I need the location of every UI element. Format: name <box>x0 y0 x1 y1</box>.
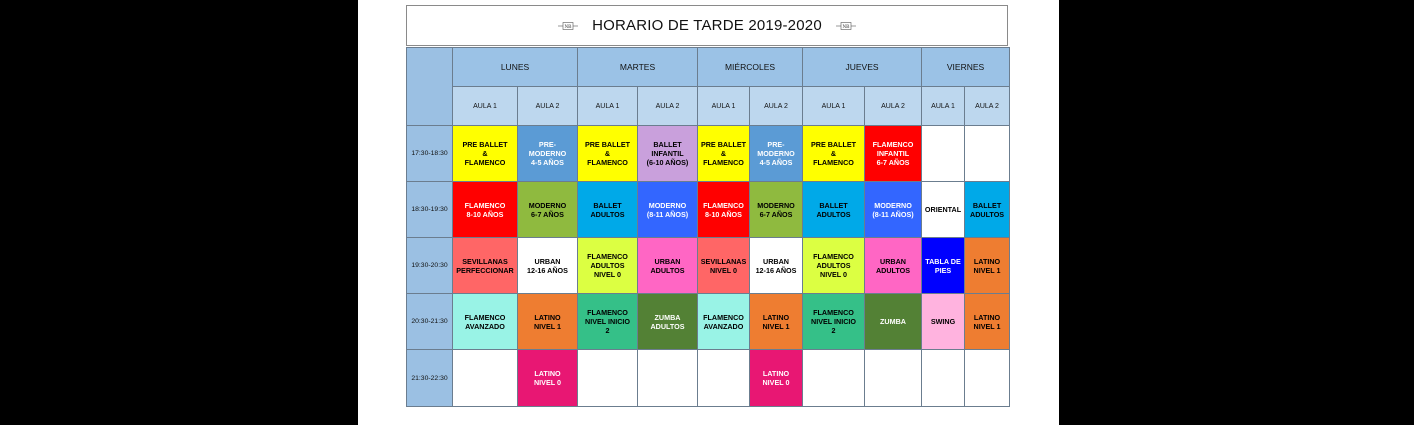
class-name: FLAMENCO ADULTOS NIVEL 0 <box>813 252 854 279</box>
class-cell <box>698 126 750 182</box>
class-cell <box>578 294 638 350</box>
schedule-row <box>407 294 1010 350</box>
day-header-row <box>407 48 1010 87</box>
class-name: TABLA DE PIES <box>925 256 961 275</box>
class-name: ZUMBA <box>880 317 906 326</box>
logo-left-icon <box>558 21 578 31</box>
time-slot-label: 20:30-21:30 <box>407 294 453 350</box>
class-name: FLAMENCO 8-10 AÑOS <box>703 200 744 219</box>
schedule-body <box>407 126 1010 407</box>
class-cell <box>750 238 803 294</box>
room-header-row <box>407 87 1010 126</box>
class-cell <box>518 182 578 238</box>
class-cell <box>965 182 1010 238</box>
class-cell <box>865 294 922 350</box>
class-cell <box>638 238 698 294</box>
empty-cell <box>578 350 638 407</box>
logo-right-icon <box>836 21 856 31</box>
room-header: AULA 1 <box>698 87 750 126</box>
room-header: AULA 1 <box>803 87 865 126</box>
class-name: PRE BALLET & FLAMENCO <box>810 140 857 167</box>
class-cell <box>750 182 803 238</box>
class-cell <box>453 126 518 182</box>
empty-cell <box>965 350 1010 407</box>
class-name: PRE BALLET & FLAMENCO <box>462 140 508 167</box>
corner-cell <box>407 48 453 126</box>
class-cell <box>698 182 750 238</box>
empty-cell <box>453 350 518 407</box>
class-name: URBAN ADULTOS <box>650 256 685 275</box>
class-name: LATINO NIVEL 1 <box>973 312 1001 331</box>
class-cell <box>638 126 698 182</box>
class-cell <box>518 238 578 294</box>
time-slot-label: 17:30-18:30 <box>407 126 453 182</box>
class-name: LATINO NIVEL 0 <box>533 369 562 387</box>
class-name: LATINO NIVEL 1 <box>973 256 1001 275</box>
room-header: AULA 2 <box>750 87 803 126</box>
class-cell <box>750 350 803 407</box>
class-cell <box>453 294 518 350</box>
class-cell <box>865 126 922 182</box>
time-slot-label: 18:30-19:30 <box>407 182 453 238</box>
empty-cell <box>803 350 865 407</box>
class-name: MODERNO 6-7 AÑOS <box>528 200 567 219</box>
svg-text:NB: NB <box>564 24 572 30</box>
day-header-viernes: VIERNES <box>922 48 1010 87</box>
room-header: AULA 1 <box>922 87 965 126</box>
empty-cell <box>922 350 965 407</box>
class-name: FLAMENCO ADULTOS NIVEL 0 <box>587 252 628 279</box>
class-name: URBAN 12-16 AÑOS <box>527 256 568 275</box>
class-name: MODERNO 6-7 AÑOS <box>757 200 795 219</box>
class-cell <box>698 238 750 294</box>
class-name: PRE- MODERNO 4-5 AÑOS <box>757 140 795 167</box>
class-name: PRE BALLET & FLAMENCO <box>584 140 631 167</box>
room-header: AULA 1 <box>453 87 518 126</box>
class-cell <box>865 182 922 238</box>
class-cell <box>698 294 750 350</box>
class-cell <box>803 238 865 294</box>
title-banner <box>406 5 1008 46</box>
class-name: FLAMENCO NIVEL INICIO 2 <box>811 308 857 335</box>
class-name: BALLET ADULTOS <box>970 200 1005 219</box>
page-title: HORARIO DE TARDE 2019-2020 <box>592 17 822 34</box>
class-name: ORIENTAL <box>924 205 962 214</box>
class-cell <box>638 182 698 238</box>
class-name: FLAMENCO NIVEL INICIO 2 <box>585 308 630 335</box>
class-name: PRE BALLET & FLAMENCO <box>700 140 747 167</box>
class-name: URBAN 12-16 AÑOS <box>755 256 797 275</box>
class-cell <box>865 238 922 294</box>
day-header-jueves: JUEVES <box>803 48 922 87</box>
schedule-row <box>407 350 1010 407</box>
empty-cell <box>865 350 922 407</box>
class-name: LATINO NIVEL 0 <box>762 369 790 387</box>
class-name: LATINO NIVEL 1 <box>762 312 790 331</box>
class-cell <box>750 294 803 350</box>
class-cell <box>518 126 578 182</box>
class-cell <box>578 126 638 182</box>
class-cell <box>922 294 965 350</box>
class-cell <box>922 238 965 294</box>
class-name: MODERNO (8-11 AÑOS) <box>872 200 914 219</box>
schedule-table <box>406 47 1010 407</box>
class-cell <box>453 182 518 238</box>
day-header-lunes: LUNES <box>453 48 578 87</box>
time-slot-label: 21:30-22:30 <box>407 350 453 407</box>
class-cell <box>803 126 865 182</box>
empty-cell <box>638 350 698 407</box>
day-header-martes: MARTES <box>578 48 698 87</box>
class-name: MODERNO (8-11 AÑOS) <box>646 200 689 219</box>
room-header: AULA 2 <box>518 87 578 126</box>
class-name: ZUMBA ADULTOS <box>650 312 685 331</box>
class-name: URBAN ADULTOS <box>875 256 911 275</box>
class-cell <box>803 294 865 350</box>
class-name: BALLET ADULTOS <box>816 200 851 219</box>
room-header: AULA 2 <box>638 87 698 126</box>
empty-cell <box>922 126 965 182</box>
class-name: FLAMENCO 8-10 AÑOS <box>464 200 506 219</box>
time-slot-label: 19:30-20:30 <box>407 238 453 294</box>
svg-text:NB: NB <box>842 24 850 30</box>
class-cell <box>750 126 803 182</box>
class-cell <box>965 238 1010 294</box>
class-cell <box>803 182 865 238</box>
schedule-row <box>407 126 1010 182</box>
class-cell <box>922 182 965 238</box>
class-cell <box>518 294 578 350</box>
schedule-row <box>407 182 1010 238</box>
day-header-miercoles: MIÉRCOLES <box>698 48 803 87</box>
class-name: LATINO NIVEL 1 <box>533 312 562 331</box>
class-name: SWING <box>930 317 956 326</box>
class-name: PRE- MODERNO 4-5 AÑOS <box>528 140 567 167</box>
class-name: FLAMENCO AVANZADO <box>464 312 506 331</box>
class-cell <box>638 294 698 350</box>
empty-cell <box>698 350 750 407</box>
class-cell <box>578 182 638 238</box>
class-name: SEVILLANAS NIVEL 0 <box>700 256 747 275</box>
class-name: FLAMENCO AVANZADO <box>703 312 744 331</box>
class-cell <box>518 350 578 407</box>
room-header: AULA 2 <box>965 87 1010 126</box>
room-header: AULA 2 <box>865 87 922 126</box>
class-cell <box>965 294 1010 350</box>
empty-cell <box>965 126 1010 182</box>
schedule-row <box>407 238 1010 294</box>
class-cell <box>578 238 638 294</box>
class-name: BALLET ADULTOS <box>590 200 625 219</box>
room-header: AULA 1 <box>578 87 638 126</box>
class-name: SEVILLANAS PERFECCIONAR <box>456 256 514 275</box>
class-name: FLAMENCO INFANTIL 6-7 AÑOS <box>872 140 914 167</box>
class-cell <box>453 238 518 294</box>
class-name: BALLET INFANTIL (6-10 AÑOS) <box>646 140 689 167</box>
